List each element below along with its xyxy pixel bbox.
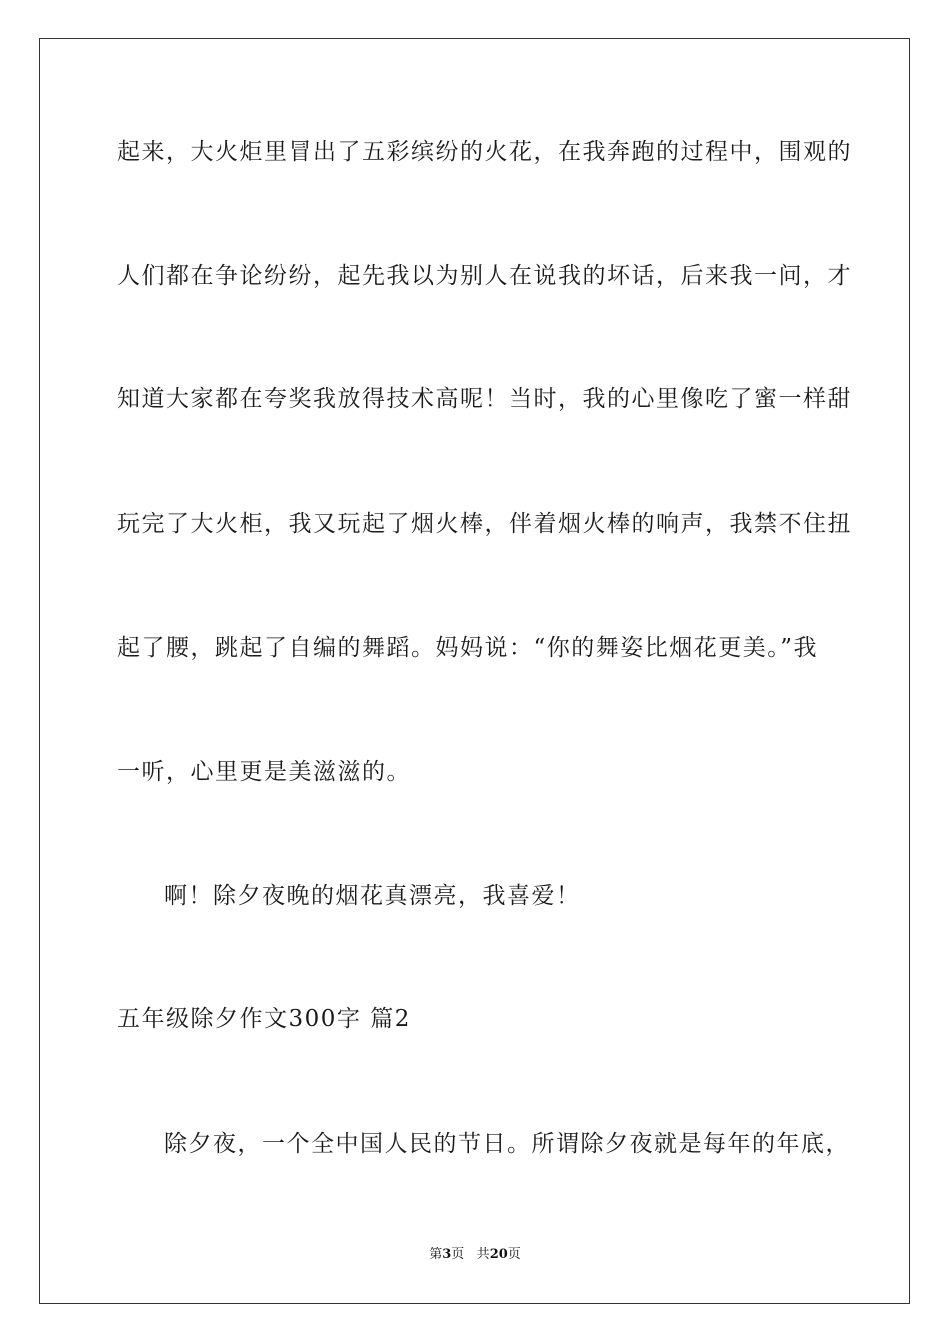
section-title: 五年级除夕作文300字 篇2 (117, 1006, 411, 1032)
body-text-line: 起了腰，跳起了自编的舞蹈。妈妈说：“你的舞姿比烟花更美。”我 (117, 635, 819, 661)
footer-prefix: 第 (429, 1247, 443, 1262)
page-footer (0, 1246, 950, 1264)
footer-total-pages: 20 (489, 1247, 508, 1262)
body-text-line: 知道大家都在夸奖我放得技术高呢！当时，我的心里像吃了蜜一样甜 (117, 386, 852, 412)
page-frame (39, 38, 910, 1304)
footer-total-suffix: 页 (507, 1247, 521, 1262)
body-text-line: 人们都在争论纷纷，起先我以为别人在说我的坏话，后来我一问，才 (117, 263, 852, 289)
paragraph-exclamation: 啊！除夕夜晚的烟花真漂亮，我喜爱！ (164, 883, 581, 909)
footer-total-prefix: 共 (476, 1247, 490, 1262)
footer-page-suffix: 页 (451, 1247, 465, 1262)
footer-page-number: 3 (442, 1247, 452, 1262)
body-text-line: 起来，大火炬里冒出了五彩缤纷的火花，在我奔跑的过程中，围观的 (117, 139, 852, 165)
body-text-line: 玩完了大火柜，我又玩起了烟火棒，伴着烟火棒的响声，我禁不住扭 (117, 511, 852, 537)
body-text-line: 一听，心里更是美滋滋的。 (117, 759, 411, 785)
body-text-line: 除夕夜，一个全中国人民的节日。所谓除夕夜就是每年的年底， (164, 1131, 850, 1157)
